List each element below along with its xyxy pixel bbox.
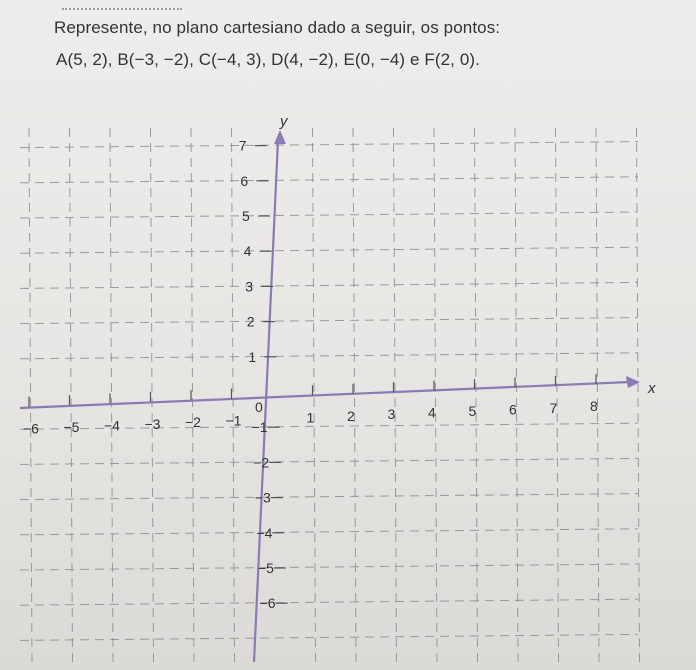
instruction-text: Represente, no plano cartesiano dado a seguir, os pontos: [54, 18, 501, 37]
y-tick-label: 3 [245, 278, 253, 295]
grid-line-horizontal [20, 634, 638, 640]
x-tick-label: 7 [549, 399, 558, 416]
x-tick-label: −3 [144, 415, 161, 432]
x-tick-label: −1 [225, 412, 242, 429]
y-tick-label: −1 [251, 419, 268, 436]
grid-line-vertical [434, 128, 437, 662]
y-tick-label: 1 [248, 348, 257, 365]
x-tick-label: 1 [306, 409, 315, 426]
grid-line-horizontal [20, 212, 638, 218]
x-tick-label: 3 [387, 406, 396, 423]
x-tick-label: 4 [428, 404, 436, 421]
grid-line-vertical [353, 128, 356, 662]
y-tick-label: 6 [240, 172, 249, 189]
grid-line-horizontal [20, 247, 638, 253]
grid-line-vertical [29, 128, 32, 662]
x-axis-name: x [648, 380, 656, 397]
grid-line-horizontal [20, 494, 638, 500]
y-axis-ticks [239, 138, 288, 612]
grid-line-horizontal [20, 282, 638, 288]
y-axis-name: y [280, 113, 288, 130]
grid-line-vertical [596, 128, 599, 662]
y-tick-label: −3 [254, 489, 271, 506]
y-tick-label: −4 [256, 524, 273, 541]
x-tick-label: −5 [63, 419, 80, 435]
grid-line-vertical [515, 128, 518, 662]
origin-label: 0 [255, 399, 263, 415]
x-tick-label: −6 [23, 420, 39, 437]
grid-line-horizontal [20, 318, 638, 324]
y-tick-label: −2 [253, 454, 270, 471]
grid-line-vertical [475, 128, 478, 662]
y-tick-label: 5 [242, 208, 250, 224]
x-tick-label: −4 [104, 417, 120, 434]
y-tick-label: 2 [246, 313, 255, 330]
x-tick-label: 6 [509, 401, 517, 418]
points-list-text: A(5, 2), B(−3, −2), C(−4, 3), D(4, −2), E(0, −4) e F(2, 0). [56, 50, 480, 69]
x-tick-label: 2 [347, 407, 355, 424]
grid-line-vertical [637, 128, 640, 662]
y-tick-label: 7 [238, 137, 247, 154]
x-tick-label: −2 [185, 414, 201, 431]
y-tick-label: 4 [243, 243, 252, 260]
x-axis-ticks [23, 374, 598, 436]
y-tick-label: −6 [259, 595, 276, 612]
y-tick-label: −5 [258, 560, 274, 576]
grid-line-horizontal [20, 353, 638, 359]
grid-line-horizontal [20, 529, 638, 535]
grid-line-horizontal [20, 458, 638, 464]
x-tick-label: 8 [590, 398, 598, 415]
grid-line-horizontal [20, 142, 638, 148]
grid-line-vertical [394, 128, 397, 662]
grid-line-horizontal [20, 177, 638, 183]
y-axis-arrow [274, 130, 286, 144]
x-tick-label: 5 [468, 403, 477, 419]
grid-line-vertical [556, 128, 559, 662]
